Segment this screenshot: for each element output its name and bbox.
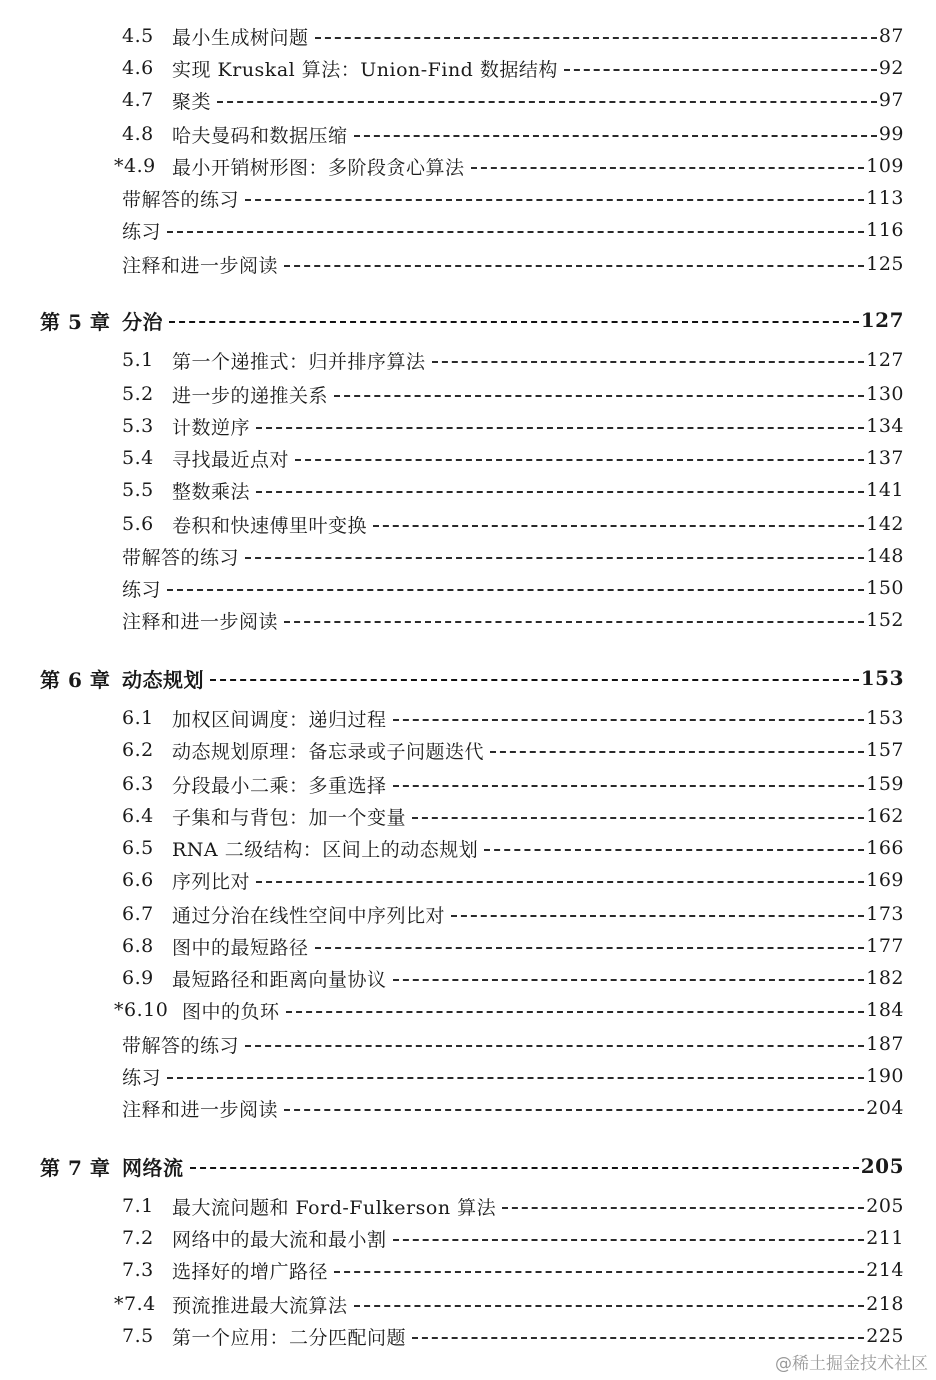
toc-extra-row [0,1028,936,1060]
section-title: 分段最小二乘：多重选择 [172,774,387,797]
dot-leader [167,231,864,233]
dot-leader [393,979,865,981]
toc-section-row [0,1320,936,1352]
toc-section-row [0,800,936,832]
section-title: 选择好的增广路径 [172,1260,329,1283]
toc-section-row [0,702,936,734]
toc-section-row [0,1222,936,1254]
dot-leader [484,849,864,851]
toc-extra-row [0,1060,936,1092]
section-title: 练习 [122,1066,162,1089]
toc-chapter-row [0,662,936,694]
toc-extra-row [0,182,936,214]
section-title: 注释和进一步阅读 [122,610,279,633]
section-number: *7.4 [114,1293,156,1315]
page-number: 125 [866,253,904,275]
dot-leader [373,525,864,527]
chapter-title: 分治 [122,309,163,334]
section-title: 序列比对 [172,870,251,893]
section-title: 预流推进最大流算法 [172,1294,348,1317]
page-number: 92 [878,57,904,79]
dot-leader [245,199,864,201]
dot-leader [169,321,859,323]
toc-section-row [0,1190,936,1222]
page-number: 166 [866,837,904,859]
section-number: 6.3 [122,773,154,795]
chapter-number: 第 5 章 [40,309,111,334]
page-number: 211 [866,1227,904,1249]
section-number: 7.3 [122,1259,154,1281]
section-title: 进一步的递推关系 [172,384,329,407]
section-title: 网络中的最大流和最小割 [172,1228,387,1251]
toc-extra-row [0,540,936,572]
toc-chapter-row [0,1150,936,1182]
section-number: 4.8 [122,123,154,145]
watermark: @稀土掘金技术社区 [775,1354,928,1374]
section-title: 通过分治在线性空间中序列比对 [172,904,446,927]
dot-leader [217,101,877,103]
toc-section-row [0,20,936,52]
dot-leader [451,915,864,917]
page-number: 153 [860,666,904,690]
section-title: RNA 二级结构：区间上的动态规划 [172,838,479,861]
section-title: 带解答的练习 [122,1034,240,1057]
page-number: 184 [866,999,904,1021]
page-number: 190 [866,1065,904,1087]
dot-leader [190,1167,859,1169]
chapter-number: 第 6 章 [40,667,111,692]
section-title: 聚类 [172,90,212,113]
page-number: 159 [866,773,904,795]
dot-leader [393,1239,865,1241]
dot-leader [412,817,864,819]
dot-leader [354,135,877,137]
page-number: 97 [878,89,904,111]
section-title: 动态规划原理：备忘录或子问题迭代 [172,740,485,763]
section-title: 加权区间调度：递归过程 [172,708,387,731]
section-number: 6.1 [122,707,154,729]
page-number: 130 [866,383,904,405]
dot-leader [502,1207,864,1209]
toc-section-row [0,832,936,864]
dot-leader [256,427,864,429]
dot-leader [471,167,865,169]
page-number: 150 [866,577,904,599]
section-number: 6.7 [122,903,154,925]
section-number: 4.6 [122,57,154,79]
section-number: 6.2 [122,739,154,761]
section-number: 5.1 [122,349,154,371]
page-number: 116 [866,219,904,241]
page-number: 177 [866,935,904,957]
page-number: 127 [866,349,904,371]
page-number: 205 [860,1154,904,1178]
page-number: 137 [866,447,904,469]
section-title: 练习 [122,220,162,243]
page-number: 134 [866,415,904,437]
page-number: 157 [866,739,904,761]
chapter-number: 第 7 章 [40,1155,111,1180]
dot-leader [245,557,864,559]
dot-leader [210,679,859,681]
dot-leader [354,1305,865,1307]
section-number: 5.3 [122,415,154,437]
dot-leader [334,395,864,397]
section-number: 4.5 [122,25,154,47]
dot-leader [432,361,865,363]
section-number: 6.5 [122,837,154,859]
page-number: 214 [866,1259,904,1281]
section-number: 7.2 [122,1227,154,1249]
toc-extra-row [0,1092,936,1124]
section-title: 实现 Kruskal 算法：Union-Find 数据结构 [172,58,558,81]
page-number: 205 [866,1195,904,1217]
dot-leader [286,1011,865,1013]
dot-leader [490,751,864,753]
toc-section-row [0,344,936,376]
toc-section-row [0,52,936,84]
page-number: 152 [866,609,904,631]
page-number: 218 [866,1293,904,1315]
section-number: 7.1 [122,1195,154,1217]
toc-section-row [0,962,936,994]
dot-leader [315,947,865,949]
page-number: 148 [866,545,904,567]
section-title: 图中的最短路径 [172,936,309,959]
section-number: 6.8 [122,935,154,957]
toc-section-row [0,84,936,116]
toc-section-row [0,150,936,182]
dot-leader [334,1271,864,1273]
section-number: 4.7 [122,89,154,111]
section-title: 带解答的练习 [122,188,240,211]
toc-extra-row [0,572,936,604]
dot-leader [284,1109,864,1111]
dot-leader [245,1045,864,1047]
section-title: 最短路径和距离向量协议 [172,968,387,991]
toc-section-row [0,118,936,150]
dot-leader [393,719,865,721]
section-number: *6.10 [114,999,169,1021]
section-title: 注释和进一步阅读 [122,254,279,277]
toc-extra-row [0,604,936,636]
toc-section-row [0,508,936,540]
page-number: 225 [866,1325,904,1347]
dot-leader [284,621,864,623]
dot-leader [167,589,864,591]
toc-section-row [0,442,936,474]
toc-chapter-row [0,304,936,336]
toc-extra-row [0,214,936,246]
page-number: 87 [878,25,904,47]
toc-section-row [0,410,936,442]
dot-leader [256,491,864,493]
chapter-title: 动态规划 [122,667,204,692]
page-number: 99 [878,123,904,145]
section-title: 图中的负环 [182,1000,280,1023]
page-number: 127 [860,308,904,332]
section-title: 寻找最近点对 [172,448,290,471]
dot-leader [393,785,865,787]
section-title: 最小生成树问题 [172,26,309,49]
section-number: 5.5 [122,479,154,501]
section-title: 最大流问题和 Ford-Fulkerson 算法 [172,1196,497,1219]
page-number: 169 [866,869,904,891]
section-title: 第一个递推式：归并排序算法 [172,350,426,373]
dot-leader [295,459,864,461]
section-title: 计数逆序 [172,416,251,439]
dot-leader [167,1077,864,1079]
page-number: 109 [866,155,904,177]
toc-section-row [0,1254,936,1286]
toc-section-row [0,734,936,766]
page-number: 153 [866,707,904,729]
section-number: 6.4 [122,805,154,827]
toc-section-row [0,474,936,506]
section-title: 注释和进一步阅读 [122,1098,279,1121]
page-number: 182 [866,967,904,989]
dot-leader [284,265,864,267]
toc-section-row [0,1288,936,1320]
section-title: 第一个应用：二分匹配问题 [172,1326,407,1349]
toc-extra-row [0,248,936,280]
page-number: 113 [866,187,904,209]
dot-leader [315,37,877,39]
section-title: 子集和与背包：加一个变量 [172,806,407,829]
section-title: 带解答的练习 [122,546,240,569]
page-number: 187 [866,1033,904,1055]
section-number: 6.6 [122,869,154,891]
dot-leader [412,1337,864,1339]
dot-leader [564,69,877,71]
section-number: 6.9 [122,967,154,989]
page-number: 173 [866,903,904,925]
section-number: 5.2 [122,383,154,405]
toc-section-row [0,378,936,410]
toc-section-row [0,864,936,896]
toc-section-row [0,930,936,962]
dot-leader [256,881,864,883]
page-number: 162 [866,805,904,827]
section-title: 哈夫曼码和数据压缩 [172,124,348,147]
section-title: 卷积和快速傅里叶变换 [172,514,368,537]
section-number: 7.5 [122,1325,154,1347]
chapter-title: 网络流 [122,1155,184,1180]
section-number: *4.9 [114,155,156,177]
page-number: 141 [866,479,904,501]
section-title: 练习 [122,578,162,601]
page-number: 204 [866,1097,904,1119]
section-title: 整数乘法 [172,480,251,503]
section-number: 5.6 [122,513,154,535]
section-number: 5.4 [122,447,154,469]
section-title: 最小开销树形图：多阶段贪心算法 [172,156,465,179]
page-number: 142 [866,513,904,535]
toc-section-row [0,994,936,1026]
toc-section-row [0,898,936,930]
toc-section-row [0,768,936,800]
